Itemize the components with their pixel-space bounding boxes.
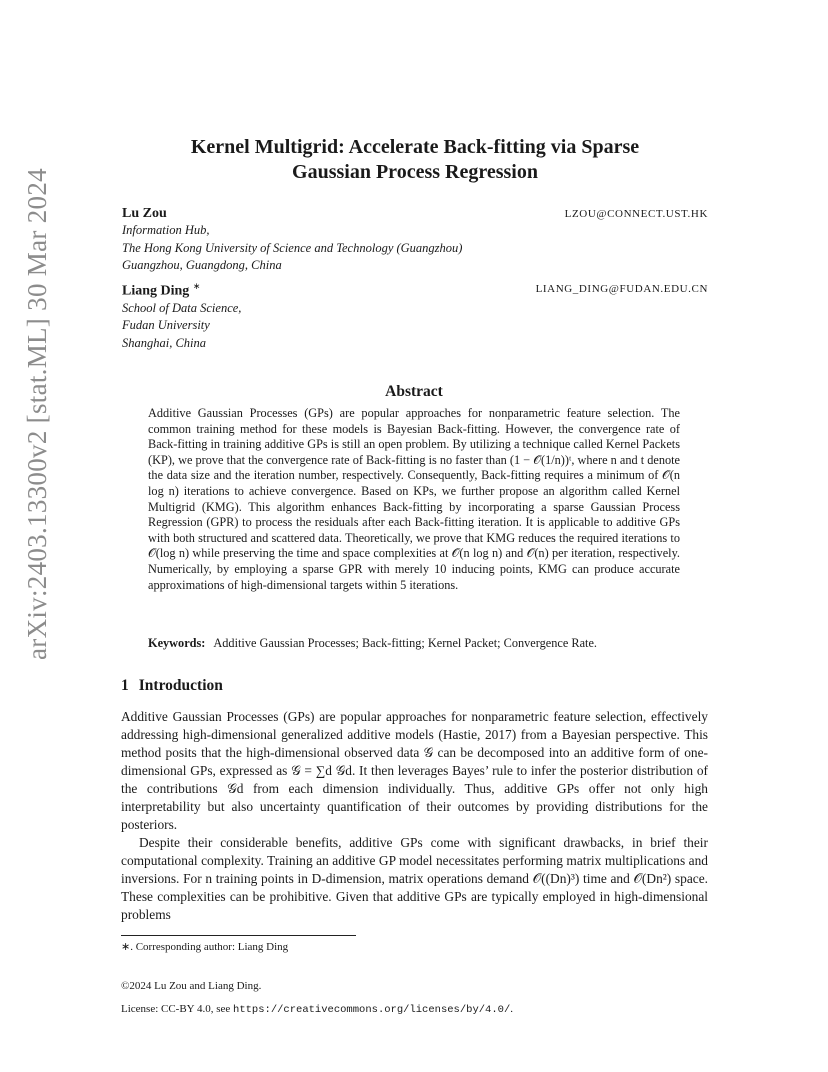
license-suffix: . — [510, 1003, 514, 1015]
introduction-body — [121, 708, 708, 924]
affiliation-line: School of Data Science, — [122, 300, 242, 315]
affiliation-line: The Hong Kong University of Science and Technology (Guangzhou) — [122, 240, 463, 255]
license-link[interactable]: https://creativecommons.org/licenses/by/4.0/ — [233, 1004, 511, 1016]
license-prefix: License: CC-BY 4.0, see — [121, 1003, 234, 1015]
license-notice — [121, 1003, 513, 1016]
keywords-list: Additive Gaussian Processes; Back-fitting; Kernel Packet; Convergence Rate. — [213, 636, 597, 650]
affiliation-line: Shanghai, China — [122, 335, 207, 350]
corresponding-marker: ∗ — [192, 281, 201, 291]
copyright-notice: ©2024 Lu Zou and Liang Ding. — [121, 980, 262, 992]
title-line-2: Gaussian Process Regression — [292, 161, 538, 183]
author-affiliation — [122, 222, 708, 275]
affiliation-line: Information Hub, — [122, 223, 210, 237]
footnote: ∗. Corresponding author: Liang Ding — [121, 941, 289, 953]
affiliation-line: Fudan University — [122, 318, 210, 333]
paragraph: Despite their considerable benefits, additive GPs come with significant drawbacks, in brief their computational complexity. Training an additive GP model necessitates performing matrix multiplications and inversions. For n training points in D-dimension, matrix operations demand 𝒪((Dn)³) time and 𝒪(Dn²) space. These complexities can be prohibitive. Given that additive GPs are typically employed in high-dimensional problems — [121, 835, 708, 922]
footnote-rule — [121, 935, 356, 936]
author-name: Lu Zou — [122, 206, 167, 221]
section-heading — [121, 677, 223, 695]
author-name-text: Liang Ding — [122, 283, 190, 299]
abstract-heading: Abstract — [385, 383, 443, 400]
keywords-line — [148, 636, 708, 651]
arxiv-identifier: arXiv:2403.13300v2 [stat.ML] 30 Mar 2024 — [22, 168, 52, 660]
author-block-2 — [122, 281, 708, 352]
keywords-label: Keywords: — [148, 636, 206, 650]
paragraph: Additive Gaussian Processes (GPs) are popular approaches for nonparametric feature selection, effectively addressing high-dimensional generalized additive models (Hastie, 2017) from a Bayesian perspective. This method posits that the high-dimensional observed data 𝒢 can be decomposed into an additive form of one-dimensional GPs, expressed as 𝒢 = ∑d 𝒢d. It then leverages Bayes’ rule to infer the posterior distribution of the contributions 𝒢d from each dimension individually. Thus, additive GPs offer not only high interpretability but also uncertainty quantification of their outcomes by providing distributions for the posteriors. — [121, 709, 708, 832]
affiliation-line: Guangzhou, Guangdong, China — [122, 258, 282, 272]
author-email[interactable]: LZOU@CONNECT.UST.HK — [564, 208, 708, 220]
section-title: Introduction — [138, 677, 223, 694]
section-number: 1 — [121, 677, 129, 694]
title-line-1: Kernel Multigrid: Accelerate Back-fitting via Sparse — [190, 136, 640, 158]
abstract-body: Additive Gaussian Processes (GPs) are popular approaches for nonparametric feature selection. The common training method for these models is Bayesian Back-fitting. However, the convergence rate of Back-fitting in training additive GPs is still an open problem. By utilizing a technique called Kernel Packets (KP), we prove that the convergence rate of Back-fitting is no faster than (1 − 𝒪(1/n))ᵗ, where n and t denote the data size and the iteration number, respectively. Consequently, Back-fitting requires a minimum of 𝒪(n log n) iterations to achieve convergence. Based on KPs, we further propose an algorithm called Kernel Multigrid (KMG). This algorithm enhances Back-fitting by incorporating a sparse Gaussian Process Regression (GPR) to process the residuals after each Back-fitting iteration. It is applicable to additive GPs with both structured and scattered data. Theoretically, we prove that KMG reduces the required iterations to 𝒪(log n) while preserving the time and space complexities at 𝒪(n log n) and 𝒪(n) per iteration, respectively. Numerically, by employing a sparse GPR with merely 10 inducing points, KMG can produce accurate approximations of high-dimensional targets within 5 iterations. — [148, 406, 680, 592]
author-block-1 — [122, 206, 708, 275]
paper-title — [120, 135, 710, 185]
author-affiliation — [122, 300, 708, 353]
author-email[interactable]: LIANG_DING@FUDAN.EDU.CN — [535, 283, 708, 295]
